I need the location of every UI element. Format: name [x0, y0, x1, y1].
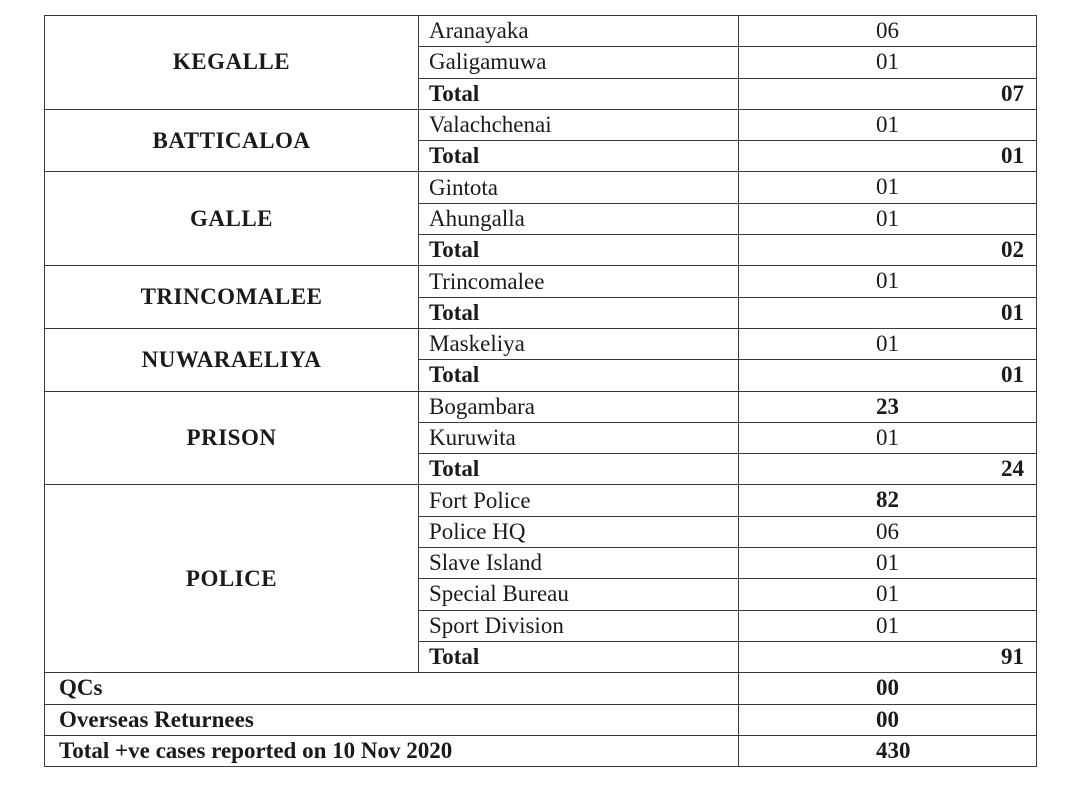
area-name: Trincomalee	[419, 266, 739, 297]
area-count: 01	[876, 268, 899, 294]
total-value: 01	[739, 360, 1037, 391]
summary-label: QCs	[45, 673, 739, 704]
area-count-cell	[739, 266, 1037, 297]
area-name: Valachchenai	[419, 109, 739, 140]
total-label: Total	[419, 454, 739, 485]
table-row	[45, 328, 1037, 359]
table-row	[45, 391, 1037, 422]
area-name: Special Bureau	[419, 579, 739, 610]
total-label: Total	[419, 141, 739, 172]
area-count: 01	[876, 424, 899, 450]
area-count-cell	[739, 203, 1037, 234]
area-count-cell	[739, 172, 1037, 203]
area-count-cell	[739, 16, 1037, 47]
area-count: 01	[876, 612, 899, 638]
area-name: Sport Division	[419, 610, 739, 641]
area-name: Kuruwita	[419, 422, 739, 453]
total-value: 01	[739, 141, 1037, 172]
area-count-cell	[739, 109, 1037, 140]
table-row	[45, 266, 1037, 297]
summary-value: 00	[876, 706, 899, 732]
area-count: 01	[876, 205, 899, 231]
area-name: Aranayaka	[419, 16, 739, 47]
summary-row	[45, 735, 1037, 766]
cases-table-body	[45, 16, 1037, 767]
summary-row	[45, 673, 1037, 704]
area-name: Galigamuwa	[419, 47, 739, 78]
area-name: Fort Police	[419, 485, 739, 516]
district-name: KEGALLE	[45, 16, 419, 110]
district-name: PRISON	[45, 391, 419, 485]
area-count-cell	[739, 610, 1037, 641]
total-value: 01	[739, 297, 1037, 328]
total-value: 02	[739, 235, 1037, 266]
area-count-cell	[739, 516, 1037, 547]
summary-value: 430	[876, 737, 911, 763]
total-value: 07	[739, 78, 1037, 109]
district-name: NUWARAELIYA	[45, 328, 419, 391]
area-count: 01	[876, 49, 899, 75]
area-count-cell	[739, 47, 1037, 78]
area-count: 01	[876, 581, 899, 607]
summary-value: 00	[876, 675, 899, 701]
area-count: 23	[876, 393, 899, 419]
table-row	[45, 16, 1037, 47]
area-name: Gintota	[419, 172, 739, 203]
summary-value-cell	[739, 673, 1037, 704]
total-label: Total	[419, 78, 739, 109]
total-label: Total	[419, 641, 739, 672]
total-label: Total	[419, 360, 739, 391]
area-count-cell	[739, 328, 1037, 359]
total-label: Total	[419, 235, 739, 266]
area-count-cell	[739, 391, 1037, 422]
table-row	[45, 485, 1037, 516]
area-count: 01	[876, 550, 899, 576]
district-name: POLICE	[45, 485, 419, 673]
area-name: Ahungalla	[419, 203, 739, 234]
area-count: 06	[876, 18, 899, 43]
area-name: Slave Island	[419, 548, 739, 579]
district-name: GALLE	[45, 172, 419, 266]
area-count: 01	[876, 330, 899, 356]
district-name: TRINCOMALEE	[45, 266, 419, 329]
area-count-cell	[739, 422, 1037, 453]
total-value: 91	[739, 641, 1037, 672]
summary-value-cell	[739, 704, 1037, 735]
area-count: 82	[876, 487, 899, 513]
area-count: 01	[876, 111, 899, 137]
summary-row	[45, 704, 1037, 735]
area-name: Police HQ	[419, 516, 739, 547]
area-name: Maskeliya	[419, 328, 739, 359]
total-label: Total	[419, 297, 739, 328]
total-value: 24	[739, 454, 1037, 485]
cases-table	[44, 15, 1037, 767]
area-count: 01	[876, 174, 899, 200]
district-name: BATTICALOA	[45, 109, 419, 172]
summary-label: Overseas Returnees	[45, 704, 739, 735]
summary-value-cell	[739, 735, 1037, 766]
area-count-cell	[739, 485, 1037, 516]
area-count-cell	[739, 579, 1037, 610]
area-count: 06	[876, 518, 899, 544]
area-name: Bogambara	[419, 391, 739, 422]
table-row	[45, 109, 1037, 140]
area-count-cell	[739, 548, 1037, 579]
table-row	[45, 172, 1037, 203]
summary-label: Total +ve cases reported on 10 Nov 2020	[45, 735, 739, 766]
